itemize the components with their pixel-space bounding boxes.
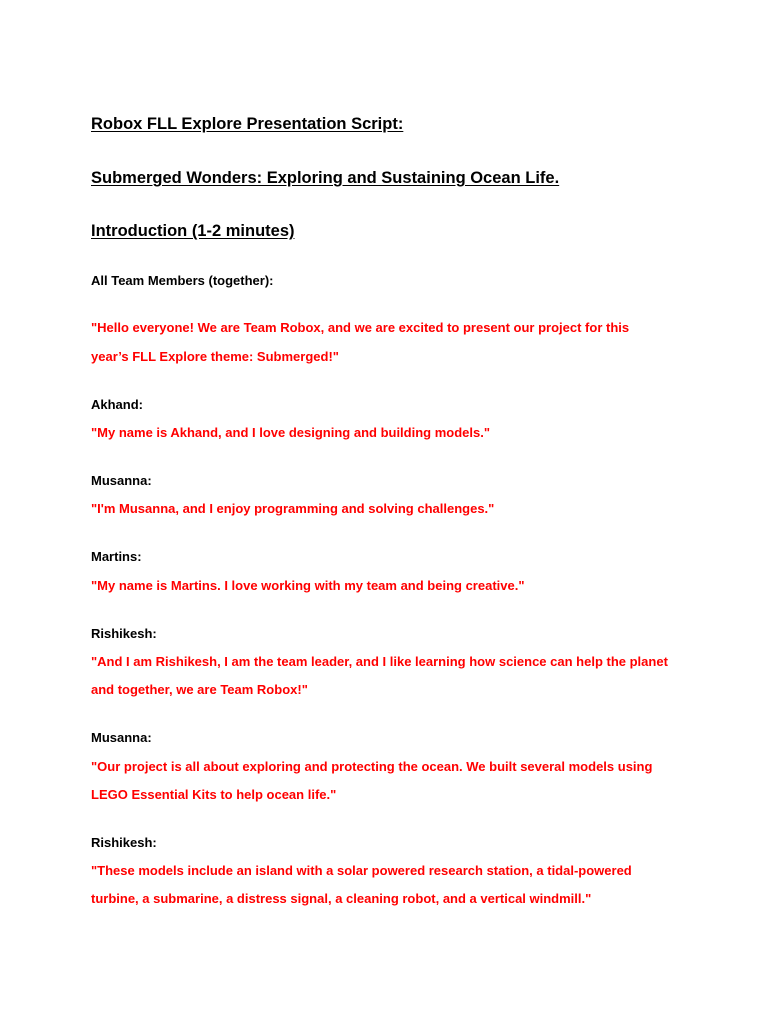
dialogue-line: "I'm Musanna, and I enjoy programming and solving challenges." <box>91 501 495 516</box>
dialogue-line: "These models include an island with a solar powered research station, a tidal-powered <box>91 863 632 878</box>
dialogue-line: "My name is Akhand, and I love designing and building models." <box>91 425 491 440</box>
dialogue-line: and together, we are Team Robox!" <box>91 682 308 697</box>
section-heading: Introduction (1-2 minutes) <box>91 222 295 240</box>
dialogue-line: "Our project is all about exploring and protecting the ocean. We built several models using <box>91 759 653 774</box>
speaker-label: Rishikesh: <box>91 626 157 641</box>
speaker-label: Akhand: <box>91 397 143 412</box>
dialogue-line: "And I am Rishikesh, I am the team leader, and I like learning how science can help the planet <box>91 654 668 669</box>
dialogue-line: "My name is Martins. I love working with my team and being creative." <box>91 578 525 593</box>
speaker-label: Musanna: <box>91 730 152 745</box>
dialogue-line: "Hello everyone! We are Team Robox, and we are excited to present our project for this <box>91 320 630 335</box>
speaker-label: Rishikesh: <box>91 835 157 850</box>
dialogue-line: turbine, a submarine, a distress signal, a cleaning robot, and a vertical windmill." <box>91 891 592 906</box>
document-title: Robox FLL Explore Presentation Script: <box>91 115 404 133</box>
dialogue-line: year’s FLL Explore theme: Submerged!" <box>91 349 339 364</box>
speaker-label: Musanna: <box>91 473 152 488</box>
dialogue-line: LEGO Essential Kits to help ocean life." <box>91 787 337 802</box>
speaker-label: All Team Members (together): <box>91 273 274 288</box>
speaker-label: Martins: <box>91 549 142 564</box>
document-subtitle: Submerged Wonders: Exploring and Sustaining Ocean Life. <box>91 169 560 187</box>
